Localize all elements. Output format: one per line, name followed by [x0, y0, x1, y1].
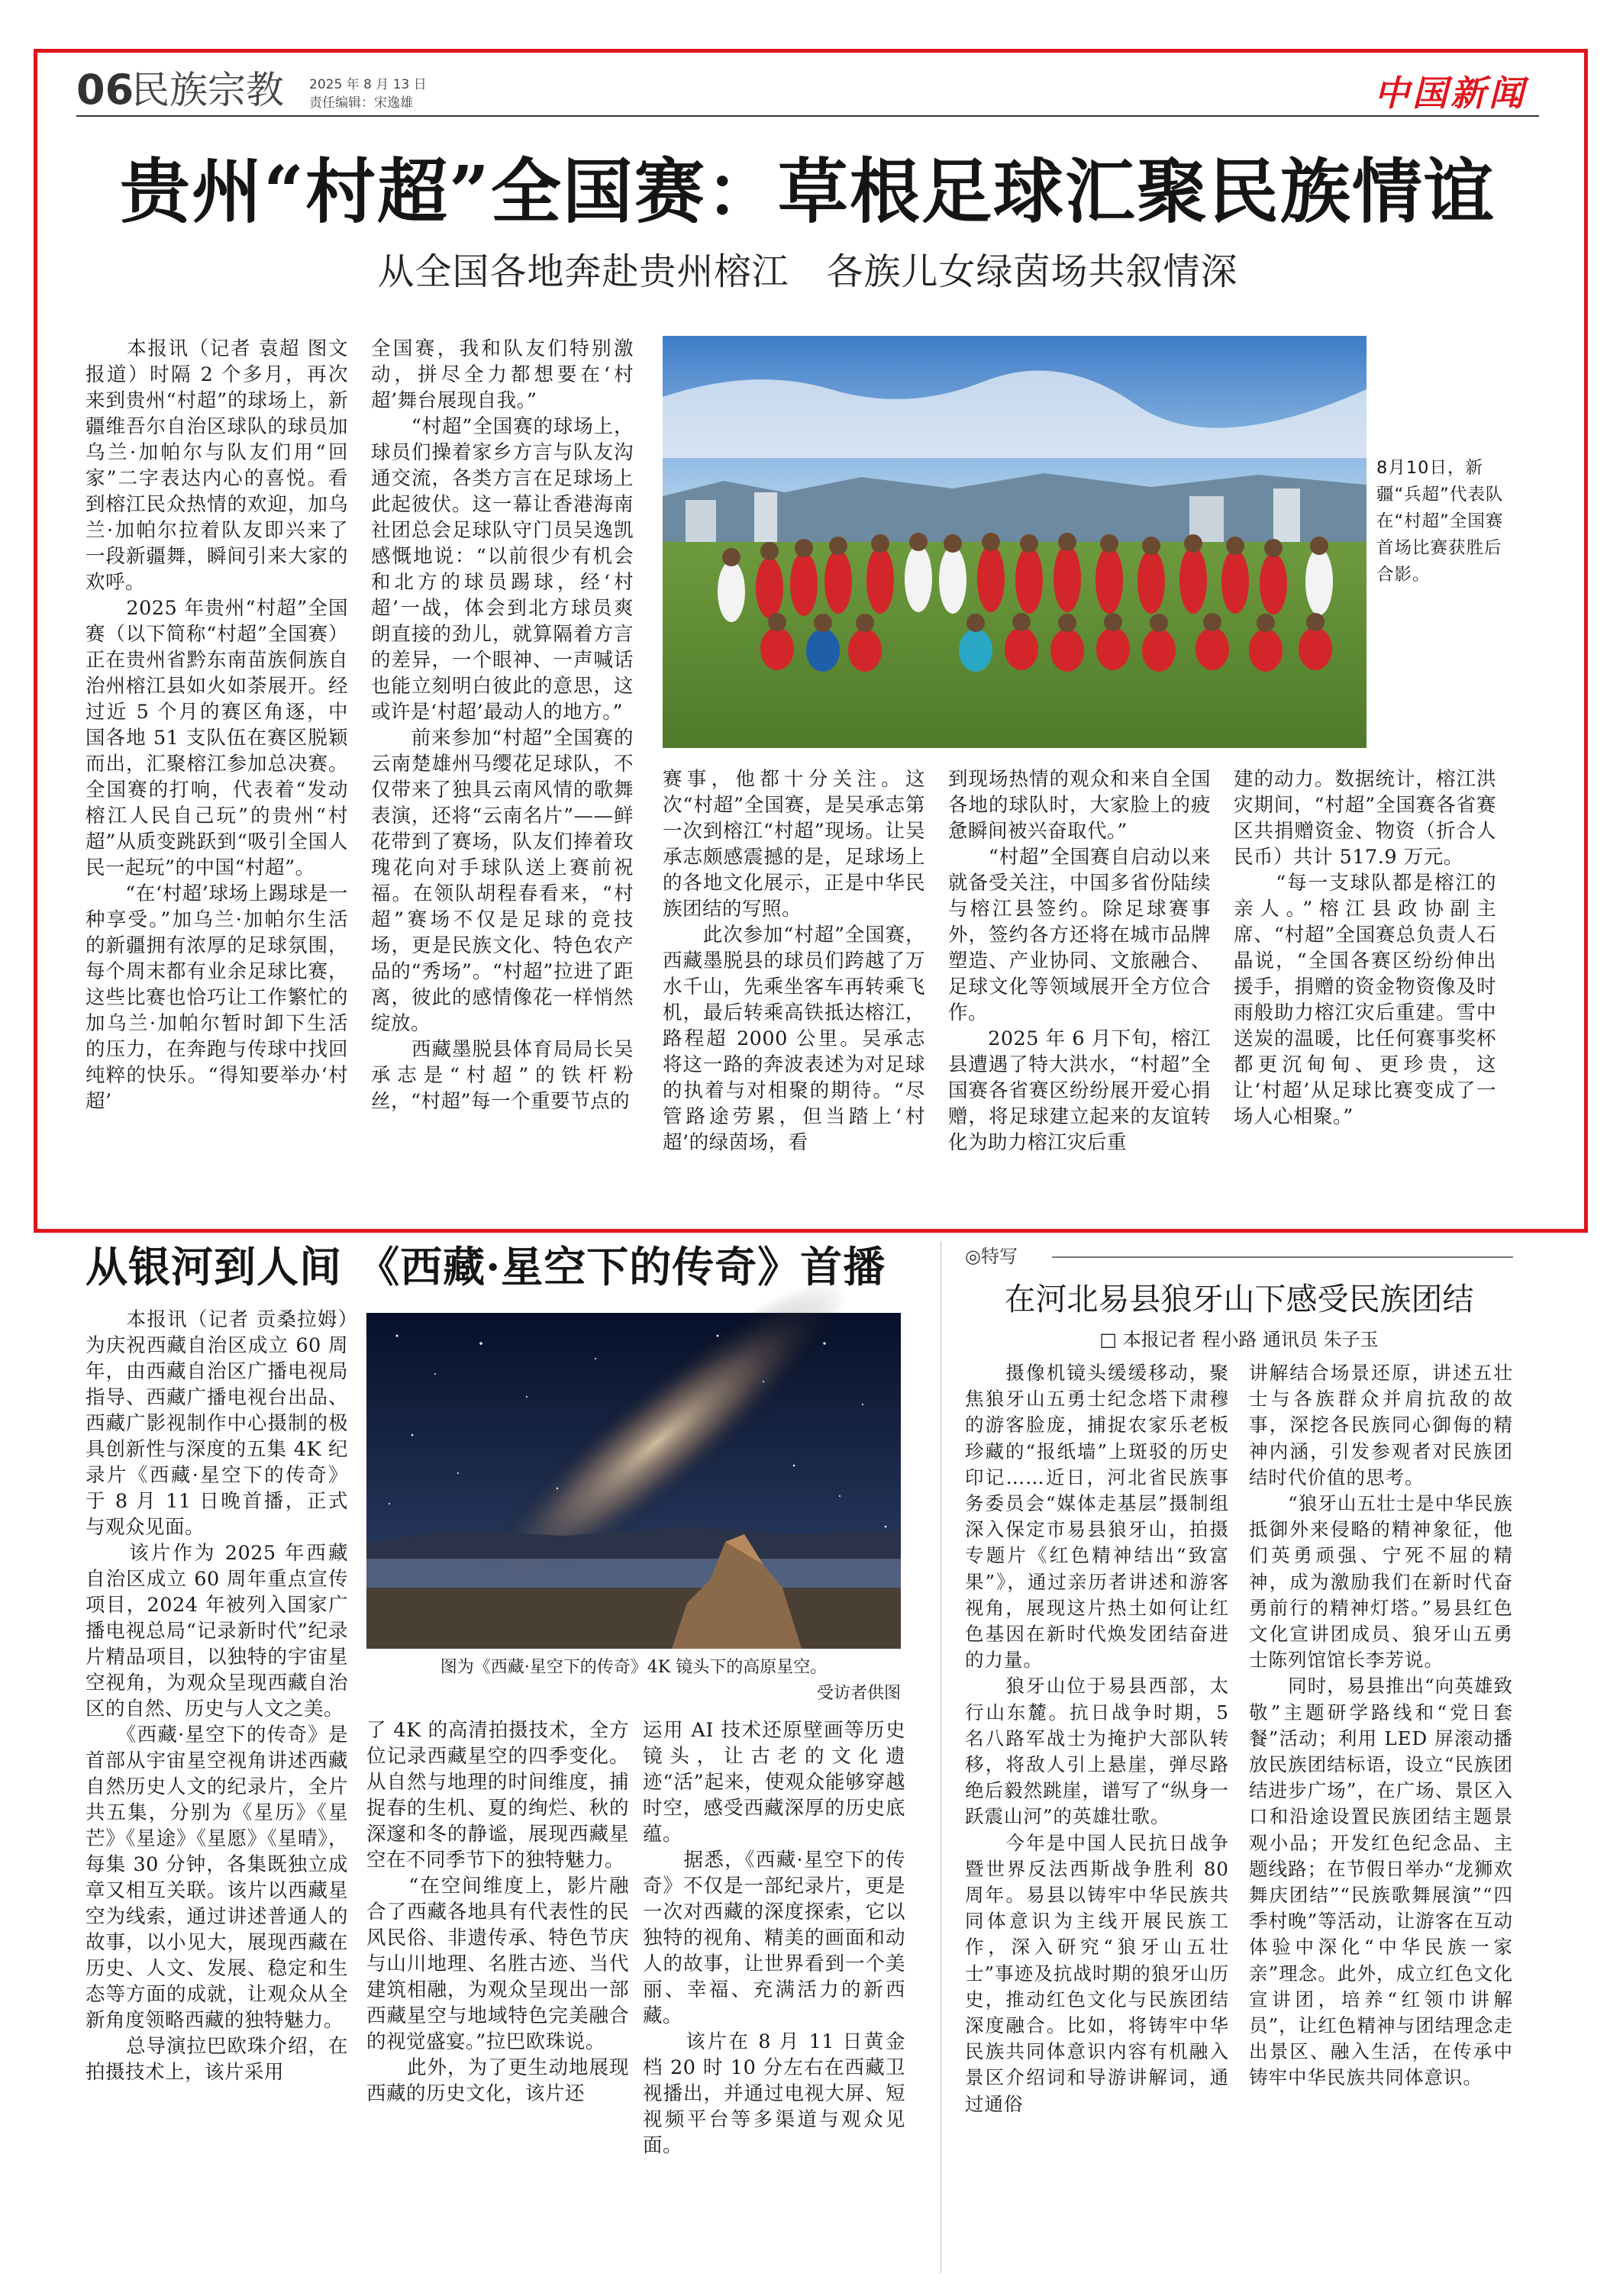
article3-title: 在河北易县狼牙山下感受民族团结	[1004, 1281, 1474, 1317]
feature-label: ◎特写	[965, 1246, 1018, 1267]
header-rule	[76, 115, 1539, 117]
tibet-starry-sky-photo	[366, 1313, 901, 1649]
starry-sky-illustration	[366, 1313, 901, 1649]
article3-column-2: 讲解结合场景还原，讲述五壮士与各族群众并肩抗敌的故事，深挖各民族同心御侮的精神内涵，引发参观者对民族团结时代价值的思考。 “狼牙山五壮士是中华民族抵御外来侵略的精神象征，他们英勇顽强、宁死不屈的精神，成为激励我们在新时代奋勇前行的精神灯塔。”易县红色文化宣讲团成员、狼牙山五勇士陈列馆馆长李芳说。 同时，易县推出“向英雄致敬”主题研学路线和“党日套餐”活动；利用 LED 屏滚动播放民族团结标语，设立“民族团结进步广场”，在广场、景区入口和沿途设置民族团结主题景观小品；开发红色纪念品、主题线路；在节假日举办“龙狮欢舞庆团结”“民族歌舞展演”“四季村晚”等活动，让游客在互动体验中深化“中华民族一家亲”理念。此外，成立红色文化宣讲团，培养“红领巾讲解员”，让红色精神与团结理念走出景区、融入生活，在传承中铸牢中华民族共同体意识。	[1249, 1362, 1513, 2089]
article1-column-5: 建的动力。数据统计，榕江洪灾期间，“村超”全国赛各省赛区共捐赠资金、物资（折合人民币）共计 517.9 万元。 “每一支球队都是榕江的亲人。”榕江县政协副主席、“村超”全国赛总负责人石晶说，“全国各赛区纷纷伸出援手，捐赠的资金物资像及时雨般助力榕江灾后重建。雪中送炭的温暖，比任何赛事奖杯都更沉甸甸、更珍贵，这让‘村超’从足球比赛变成了一场人心相聚。”	[1234, 768, 1496, 1128]
article2-column-2: 了 4K 的高清拍摄技术，全方位记录西藏星空的四季变化。从自然与地理的时间维度，捕捉春的生机、夏的绚烂、秋的深邃和冬的静谧，展现西藏星空在不同季节下的独特魅力。 “在空间维度上，影片融合了西藏各地具有代表性的民风民俗、非遗传承、特色节庆与山川地理、名胜古迹、当代建筑相融，为观众呈现出一部西藏星空与地域特色完美融合的视觉盛宴。”拉巴欧珠说。 此外，为了更生动地展现西藏的历史文化，该片还	[366, 1719, 629, 2105]
article1-subtitle: 从全国各地奔赴贵州榕江 各族儿女绿茵场共叙情深	[377, 250, 1238, 293]
editor-credit: 责任编辑：宋逸雄	[309, 95, 413, 111]
article2-column-3: 运用 AI 技术还原壁画等历史镜头，让古老的文化遗迹“活”起来，使观众能够穿越时空，感受西藏深厚的历史底蕴。 据悉，《西藏·星空下的传奇》不仅是一部纪录片，更是一次对西藏的深度探索，它以独特的视角、精美的画面和动人的故事，让世界看到一个美丽、幸福、充满活力的新西藏。 该片在 8 月 11 日黄金档 20 时 10 分左右在西藏卫视播出，并通过电视大屏、短视频平台等多渠道与观众见面。	[643, 1719, 905, 2157]
newspaper-logo: 中国新闻	[1374, 73, 1527, 114]
article1-column-2: 全国赛，我和队友们特别激动，拼尽全力都想要在‘村超’舞台展现自我。” “村超”全国赛的球场上，球员们操着家乡方言与队友沟通交流，各类方言在足球场上此起彼伏。这一幕让香港海南社团总会足球队守门员吴逸凯感慨地说：“以前很少有机会和北方的球员踢球，经‘村超’一战，体会到北方球员爽朗直接的劲儿，就算隔着方言的差异，一个眼神、一声喊话也能立刻明白彼此的意思，这或许是‘村超’最动人的地方。” 前来参加“村超”全国赛的云南楚雄州马缨花足球队，不仅带来了独具云南风情的歌舞表演，还将“云南名片”——鲜花带到了赛场，队友们捧着玫瑰花向对手球队送上赛前祝福。在领队胡程春看来，“村超”赛场不仅是足球的竞技场，更是民族文化、特色农产品的“秀场”。“村超”拉进了距离，彼此的感情像花一样悄然绽放。 西藏墨脱县体育局局长吴承志是“村超”的铁杆粉丝，“村超”每一个重要节点的	[371, 337, 634, 1113]
starry-photo-credit: 受访者供图	[816, 1684, 901, 1703]
section-name: 民族宗教	[131, 68, 284, 112]
article3-column-1: 摄像机镜头缓缓移动，聚焦狼牙山五勇士纪念塔下肃穆的游客脸庞，捕捉农家乐老板珍藏的“报纸墙”上斑驳的历史印记……近日，河北省民族事务委员会“媒体走基层”摄制组深入保定市易县狼牙山，拍摄专题片《红色精神结出“致富果”》，通过亲历者讲述和游客视角，展现这片热土如何让红色基因在新时代焕发团结奋进的力量。 狼牙山位于易县西部，太行山东麓。抗日战争时期，5 名八路军战士为掩护大部队转移，将敌人引上悬崖，弹尽路绝后毅然跳崖，谱写了“纵身一跃震山河”的英雄壮歌。 今年是中国人民抗日战争暨世界反法西斯战争胜利 80 周年。易县以铸牢中华民族共同体意识为主线开展民族工作，深入研究“狼牙山五壮士”事迹及抗战时期的狼牙山历史，推动红色文化与民族团结深度融合。比如，将铸牢中华民族共同体意识内容有机融入景区介绍词和导游讲解词，通过通俗	[965, 1362, 1229, 2115]
team-photo-illustration	[663, 336, 1366, 748]
article1-column-3: 赛事，他都十分关注。这次“村超”全国赛，是吴承志第一次到榕江“村超”现场。让吴承志颇感震撼的是，足球场上的各地文化展示，正是中华民族团结的写照。 此次参加“村超”全国赛，西藏墨脱县的球员们跨越了万水千山，先乘坐客车再转乘飞机，最后转乘高铁抵达榕江，路程超 2000 公里。吴承志将这一路的奔波表述为对足球的执着与对相聚的期待。“尽管路途劳累，但当踏上‘村超’的绿茵场，看	[663, 768, 925, 1154]
article1-column-1: 本报讯（记者 袁超 图文报道）时隔 2 个多月，再次来到贵州“村超”的球场上，新疆维吾尔自治区球队的球员加乌兰·加帕尔与队友们用“回家”二字表达内心的喜悦。看到榕江民众热情的欢迎，加乌兰·加帕尔拉着队友即兴来了一段新疆舞，瞬间引来大家的欢呼。 2025 年贵州“村超”全国赛（以下简称“村超”全国赛）正在贵州省黔东南苗族侗族自治州榕江县如火如荼展开。经过近 5 个月的赛区角逐，中国各地 51 支队伍在赛区脱颖而出，汇聚榕江参加总决赛。全国赛的打响，代表着“发动榕江人民自己玩”的贵州“村超”从质变跳跃到“吸引全国人民一起玩”的中国“村超”。 “在‘村超’球场上踢球是一种享受。”加乌兰·加帕尔生活的新疆拥有浓厚的足球氛围，每个周末都有业余足球比赛，这些比赛也恰巧让工作繁忙的加乌兰·加帕尔暂时卸下生活的压力，在奔跑与传球中找回纯粹的快乐。“得知要举办‘村超’	[86, 337, 348, 1113]
team-photo-caption: 8月10日，新疆“兵超”代表队在“村超”全国赛首场比赛获胜后合影。	[1376, 458, 1504, 585]
article2-title: 从银河到人间 《西藏·星空下的传奇》首播	[86, 1242, 886, 1292]
issue-date: 2025 年 8 月 13 日	[309, 77, 427, 92]
article1-column-4: 到现场热情的观众和来自全国各地的球队时，大家脸上的疲惫瞬间被兴奋取代。” “村超”全国赛自启动以来就备受关注，中国多省份陆续与榕江县签约。除足球赛事外，签约各方还将在城市品牌塑造、产业协同、文旅融合、足球文化等领域展开全方位合作。 2025 年 6 月下旬，榕江县遭遇了特大洪水，“村超”全国赛各省赛区纷纷展开爱心捐赠，将足球建立起来的友谊转化为助力榕江灾后重	[948, 768, 1211, 1154]
article1-title: 贵州“村超”全国赛：草根足球汇聚民族情谊	[120, 150, 1496, 233]
article2-column-1: 本报讯（记者 贡桑拉姆）为庆祝西藏自治区成立 60 周年，由西藏自治区广播电视局指导、西藏广播电视台出品、西藏广影视制作中心摄制的极具创新性与深度的五集 4K 纪录片《西藏·星空下的传奇》于 8 月 11 日晚首播，正式与观众见面。 该片作为 2025 年西藏自治区成立 60 周年重点宣传项目，2024 年被列入国家广播电视总局“记录新时代”纪录片精品项目，以独特的宇宙星空视角，为观众呈现西藏自治区的自然、历史与人文之美。 《西藏·星空下的传奇》是首部从宇宙星空视角讲述西藏自然历史人文的纪录片，全片共五集，分别为《星历》《星芒》《星途》《星愿》《星晴》，每集 30 分钟，各集既独立成章又相互关联。该片以西藏星空为线索，通过讲述普通人的故事，以小见大，展现西藏在历史、人文、发展、稳定和生态等方面的成就，让观众从全新角度领略西藏的独特魅力。 总导演拉巴欧珠介绍，在拍摄技术上，该片采用	[86, 1308, 348, 2084]
page-number: 06	[76, 66, 134, 114]
article3-byline: □ 本报记者 程小路 通讯员 朱子玉	[1099, 1329, 1379, 1350]
starry-photo-caption: 图为《西藏·星空下的传奇》4K 镜头下的高原星空。	[440, 1658, 828, 1677]
football-team-photo	[663, 336, 1366, 748]
feature-rule	[1052, 1256, 1513, 1258]
